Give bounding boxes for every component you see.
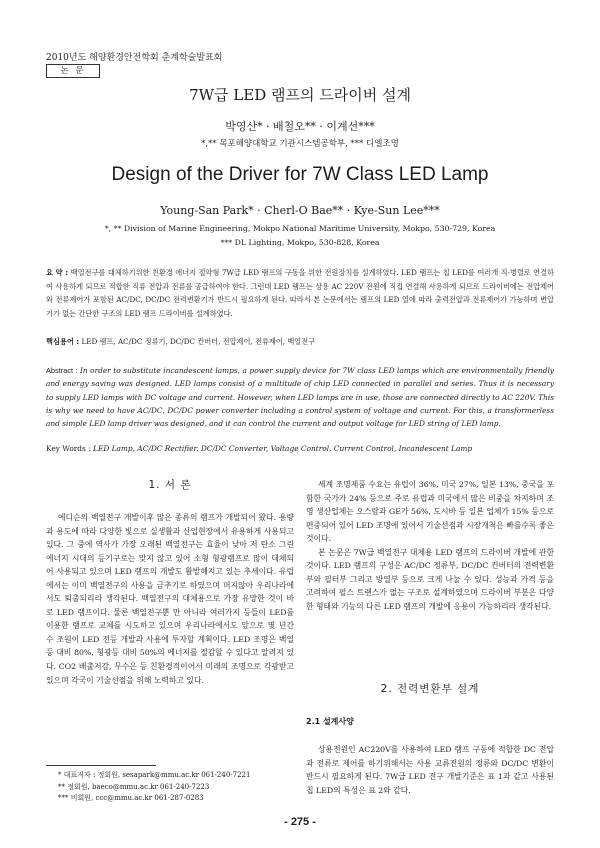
english-abstract-text: In order to substitute incandescent lamps, a power supply device for 7W class LED lamps which are environmentally friendly and energy saving was designed. LED lamps consist of a multitude of chip LED connected in parallel and series. Thus it is necessary to supply LED lamps with DC voltage and current. However, when LED lamps are in use, those are connected directly to AC 220V. This is why we need to have AC/DC, DC/DC power converter including a control system of voltage and current. For this, a transformerless and simple LED lamp driver was designed, and it can control the current and output voltage for LED string of LED lamp. (46, 366, 554, 429)
korean-abstract (46, 266, 554, 320)
korean-authors: 박영산* · 배철오** · 이계선*** (225, 120, 375, 133)
english-keywords (46, 444, 554, 453)
footnote-item: *** 비회원, ccc@mmu.ac.kr 061-287-0283 (58, 794, 204, 802)
left-column-body (46, 511, 294, 687)
korean-abstract-text: 백열전구를 대체하기위한 친환경 에너지 절약형 7W급 LED 램프의 구동을 위한 전원장치를 설계하였다. LED 램프는 칩 LED를 여러개 직·병렬로 연결하여 사용하게 되므로 적합한 직류 전압과 전류를 공급하여야 한다. 그런데 LED 램프는 상용 AC 220V 전원에 직접 연결해 사용하게 되므로 드라이버에는 전압제어와 전류제어가 포함된 AC/DC, DC/DC 전력변환기가 반드시 필요하게 된다. 따라서 본 논문에서는 램프의 LED 열에 따라 출력전압과 전류제어가 가능하며 변압기가 없는 간단한 구조의 LED 램프 드라이버를 설계하였다. (46, 268, 555, 318)
english-authors: Young-San Park* · Cherl-O Bae** · Kye-Sun Lee*** (160, 204, 440, 217)
paper-overview-paragraph: 본 논문은 7W급 백열전구 대체용 LED 램프의 드라이버 개발에 관한 것이다. LED 램프의 구성은 AC/DC 정류부, DC/DC 컨버터의 전력변환부와 필터부 그리고 방열부 등으로 크게 나눌 수 있다. 성능과 가격 등을 고려하여 펄스 트랜스가 없는 구조로 설계하였으며 드라이버 부분은 다양한 형태와 기능의 다른 LED 램프의 개발에 응용이 가능하리라 생각된다. (306, 547, 554, 611)
korean-keywords-text: LED 램프, AC/DC 정류기, DC/DC 컨버터, 전압제어, 전류제어, 백열전구 (81, 337, 316, 346)
english-affiliation-1: *, ** Division of Marine Engineering, Mokpo National Maritime University, Mokpo, 530-729, Korea (104, 224, 496, 233)
footnote-item: * 대표저자 : 정회원, sesapark@mmu.ac.kr 061-240-7221 (58, 771, 251, 779)
english-keywords-label: Key Words : (46, 444, 91, 453)
footnotes (58, 770, 294, 805)
right-column-top (306, 478, 554, 613)
english-keywords-text: LED Lamp, AC/DC Rectifier, DC/DC Converter, Voltage Control, Current Control, Incandescent Lamp (93, 444, 473, 453)
journal-header: 2010년도 해양환경안전학회 춘계학술발표회 (46, 53, 223, 63)
footnote-item: ** 정회원, baeco@mmu.ac.kr 061-240-7223 (58, 782, 210, 791)
section-2-title: 2. 전력변환부 설계 (380, 683, 480, 695)
market-paragraph: 세계 조명제품 수요는 유럽이 36%, 미국 27%, 일본 13%, 중국을 포함한 국가가 24% 등으로 주로 유럽과 미국에서 많은 비중을 차지하며 조명 생산업체는 오스람과 GE가 56%, 도시바 등 일본 업체가 15% 등으로 편중되어 있어 LED 조명에 있어서 기술선점과 시장개척은 빠를수록 좋은 것이다. (306, 480, 554, 544)
english-abstract-label: Abstract : (46, 366, 78, 375)
korean-title: 7W급 LED 램프의 드라이버 설계 (189, 86, 411, 104)
english-abstract (46, 364, 554, 430)
english-affiliation-2: *** DL Lighting, Mokpo, 530-828, Korea (220, 238, 380, 247)
page-number: - 275 - (284, 816, 316, 828)
section-2-body (306, 743, 554, 797)
footnote-divider (46, 765, 156, 766)
section-1-title: 1. 서 론 (148, 479, 192, 491)
english-title: Design of the Driver for 7W Class LED Lamp (111, 164, 489, 185)
design-spec-paragraph: 상용전원인 AC220V를 사용하여 LED 램프 구동에 적합한 DC 전압과 전류로 제어를 하기위해서는 사용 교류전원의 정류와 DC/DC 변환이 반드시 필요하게 된다. 7W급 LED 전구 개발기준은 표 1과 같고 사용된 칩 LED의 특성은 표 2와 같다. (306, 745, 554, 795)
introduction-paragraph: 에디슨의 백열전구 개발이후 많은 종류의 램프가 개발되어 왔다. 용량과 용도에 따라 다양한 빛으로 실생활과 산업현장에서 유용하게 사용되고 있다. 그 중에 역사가 가장 오래된 백열전구는 효율이 낮아 저 탄소 그린에너지 시대의 등기구로는 맞지 않고 있어 소형 형광램프로 많이 대체되어 사용되고 있으며 LED 램프의 개발도 활발해지고 있는 추세이다. 유럽에서는 이미 백열전구의 사용을 금추기로 하였으며 머지않아 우리나라에서도 퇴출되리라 생각된다. 백열전구의 대체용으로 가장 유망한 것이 바로 LED 램프이다. 물론 백열전구뿐 만 아니라 여러가지 등들이 LED를 이용한 램프로 교체를 시도하고 있으며 우리나라에서도 앞으로 몇 년간 수 조원이 LED 전등 개발과 사용에 투자할 계획이다. LED 조명은 백열등 대비 80%, 형광등 대비 50%의 에너지를 절감할 수 있다고 알려져 있다. CO2 배출저감, 무수은 등 친환경적이어서 미래의 조명으로 각광받고 있으며 각국이 기술선점을 위해 노력하고 있다. (46, 513, 294, 685)
section-2-1-heading: 2.1 설계사양 (306, 717, 354, 726)
korean-affiliation: *,** 목포해양대학교 기관시스템공학부, *** 디엘조명 (201, 139, 399, 149)
paper-type-tag: 논 문 (46, 64, 100, 78)
korean-keywords-label: 핵심용어 : (46, 337, 80, 346)
korean-abstract-label: 요 약 : (46, 268, 69, 277)
korean-keywords (46, 337, 554, 347)
